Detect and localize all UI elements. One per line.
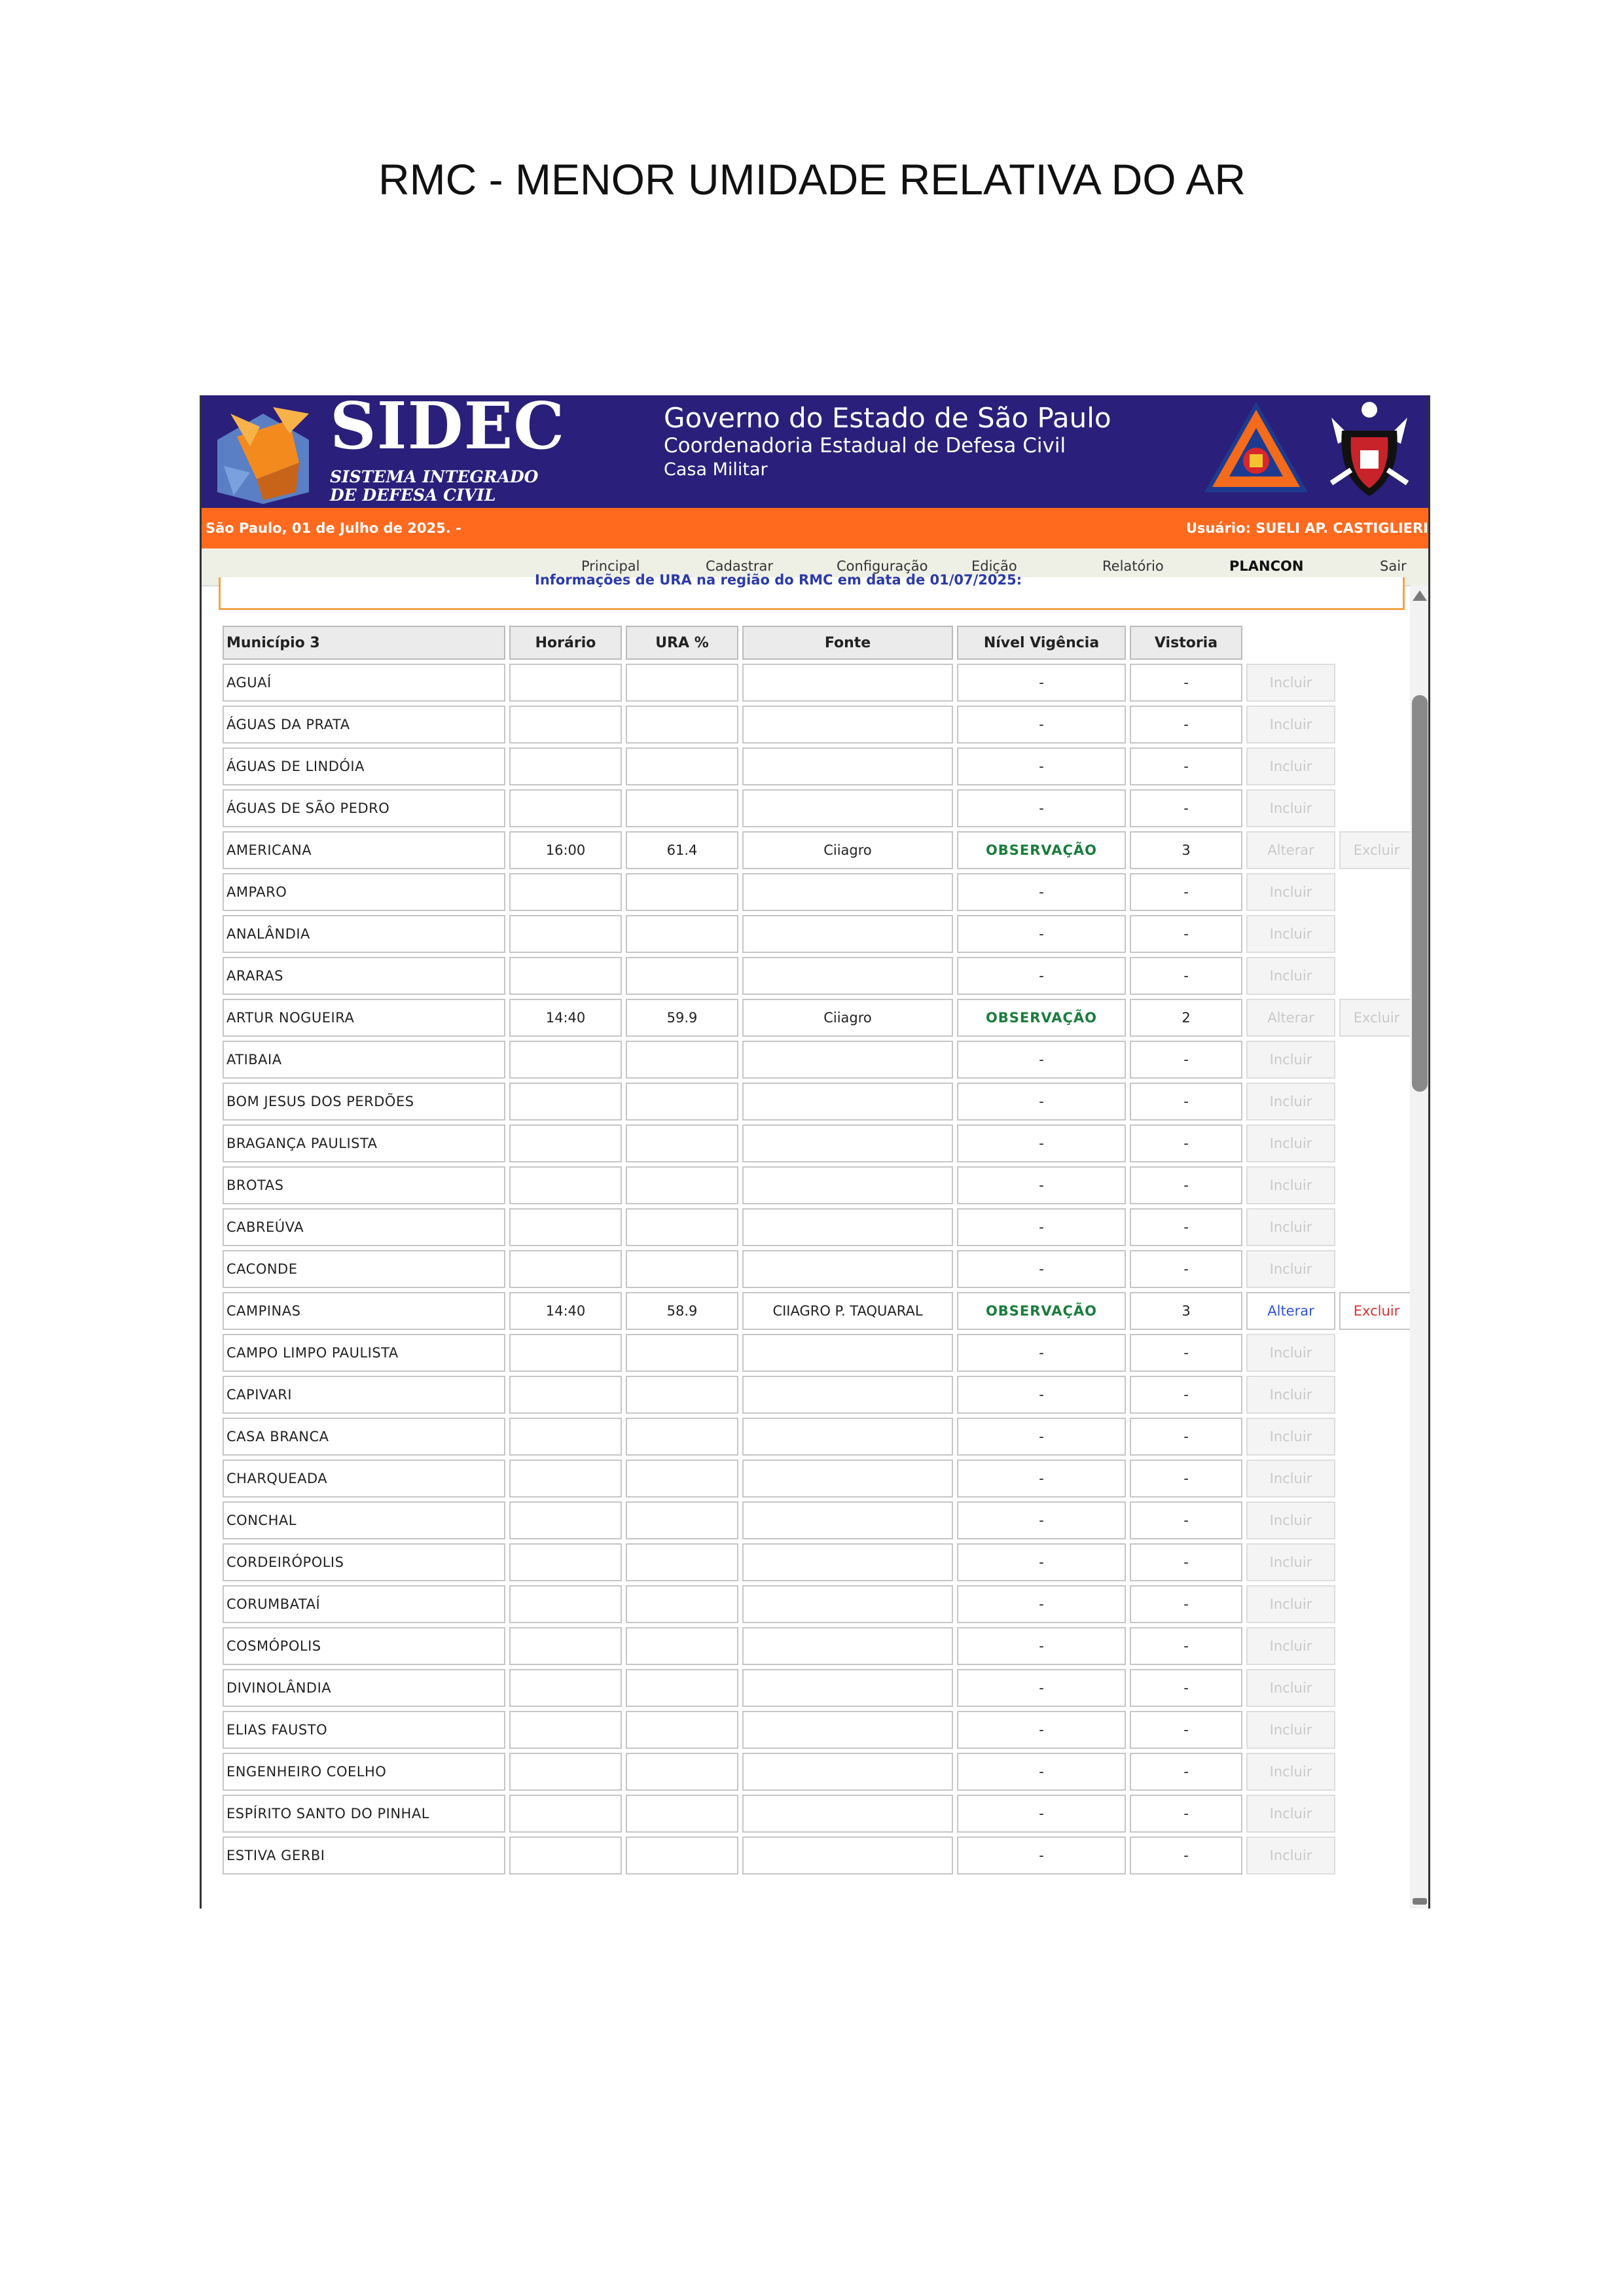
- cell-ura: [626, 1208, 738, 1246]
- table-row: [223, 1753, 1414, 1791]
- cell-vistoria: -: [1130, 1669, 1242, 1707]
- incluir-button[interactable]: Incluir: [1246, 1669, 1335, 1707]
- table-row: [223, 1669, 1414, 1707]
- info-bar: [202, 508, 1428, 548]
- empty-action-cell: [1339, 1795, 1414, 1833]
- cell-fonte: [742, 664, 953, 702]
- cell-horario: 14:40: [509, 1292, 622, 1330]
- incluir-button[interactable]: Incluir: [1246, 1795, 1335, 1833]
- cell-nivel-vigencia: -: [957, 1041, 1126, 1079]
- cell-horario: [509, 664, 622, 702]
- empty-action-cell: [1339, 873, 1414, 911]
- cell-nivel-vigencia: -: [957, 1669, 1126, 1707]
- cell-ura: [626, 1795, 738, 1833]
- cell-fonte: [742, 915, 953, 953]
- cell-nivel-vigencia: -: [957, 915, 1126, 953]
- cell-horario: [509, 1334, 622, 1372]
- cell-vistoria: -: [1130, 1124, 1242, 1162]
- cell-municipio: AMERICANA: [223, 831, 505, 869]
- table-row: [223, 1083, 1414, 1121]
- incluir-button[interactable]: Incluir: [1246, 1334, 1335, 1372]
- cell-horario: [509, 915, 622, 953]
- table-row: [223, 1292, 1414, 1330]
- cell-ura: [626, 1585, 738, 1623]
- cell-municipio: ÁGUAS DA PRATA: [223, 706, 505, 744]
- cell-municipio: ENGENHEIRO COELHO: [223, 1753, 505, 1791]
- cell-horario: [509, 1501, 622, 1539]
- incluir-button[interactable]: Incluir: [1246, 664, 1335, 702]
- table-row: [223, 1166, 1414, 1204]
- cell-municipio: ELIAS FAUSTO: [223, 1711, 505, 1749]
- cell-nivel-vigencia: OBSERVAÇÃO: [957, 831, 1126, 869]
- cell-horario: [509, 1669, 622, 1707]
- app-name: SIDEC: [330, 395, 566, 464]
- cell-ura: 58.9: [626, 1292, 738, 1330]
- cell-vistoria: -: [1130, 747, 1242, 785]
- cell-fonte: [742, 1376, 953, 1414]
- scroll-thumb[interactable]: [1412, 695, 1428, 1092]
- table-header-row: [223, 626, 1414, 660]
- cell-fonte: [742, 957, 953, 995]
- cell-vistoria: -: [1130, 873, 1242, 911]
- cell-horario: [509, 1837, 622, 1874]
- incluir-button[interactable]: Incluir: [1246, 747, 1335, 785]
- incluir-button[interactable]: Incluir: [1246, 1585, 1335, 1623]
- cell-nivel-vigencia: -: [957, 1837, 1126, 1874]
- cell-nivel-vigencia: -: [957, 1627, 1126, 1665]
- cell-municipio: ANALÂNDIA: [223, 915, 505, 953]
- table-row: [223, 789, 1414, 827]
- empty-action-cell: [1339, 1627, 1414, 1665]
- cell-horario: [509, 1083, 622, 1121]
- cell-nivel-vigencia: -: [957, 957, 1126, 995]
- cell-nivel-vigencia: -: [957, 664, 1126, 702]
- current-user: Usuário: SUELI AP. CASTIGLIERI: [1185, 520, 1428, 536]
- gov-title: Governo do Estado de São Paulo: [664, 402, 1111, 434]
- cell-horario: [509, 1124, 622, 1162]
- empty-action-cell: [1339, 1418, 1414, 1456]
- cell-vistoria: 2: [1130, 999, 1242, 1037]
- cell-fonte: [742, 1753, 953, 1791]
- cell-horario: [509, 1208, 622, 1246]
- empty-action-cell: [1339, 1208, 1414, 1246]
- incluir-button[interactable]: Incluir: [1246, 1166, 1335, 1204]
- cell-vistoria: -: [1130, 1250, 1242, 1288]
- cell-nivel-vigencia: -: [957, 1795, 1126, 1833]
- cell-municipio: ÁGUAS DE SÃO PEDRO: [223, 789, 505, 827]
- cell-ura: [626, 915, 738, 953]
- cell-municipio: CAMPO LIMPO PAULISTA: [223, 1334, 505, 1372]
- cell-vistoria: 3: [1130, 1292, 1242, 1330]
- table-row: [223, 1627, 1414, 1665]
- cell-horario: [509, 873, 622, 911]
- cell-fonte: [742, 1208, 953, 1246]
- gov-department: Casa Militar: [664, 459, 768, 480]
- table-row: [223, 873, 1414, 911]
- table-row: [223, 1208, 1414, 1246]
- excluir-button[interactable]: Excluir: [1339, 831, 1414, 869]
- cell-fonte: [742, 1543, 953, 1581]
- incluir-button[interactable]: Incluir: [1246, 1418, 1335, 1456]
- cell-ura: [626, 1669, 738, 1707]
- cell-ura: [626, 1501, 738, 1539]
- cell-nivel-vigencia: OBSERVAÇÃO: [957, 1292, 1126, 1330]
- cell-horario: 16:00: [509, 831, 622, 869]
- table-row: [223, 1585, 1414, 1623]
- cell-municipio: AGUAÍ: [223, 664, 505, 702]
- table-row: [223, 1041, 1414, 1079]
- cell-fonte: [742, 1124, 953, 1162]
- empty-action-cell: [1339, 1753, 1414, 1791]
- cell-horario: [509, 1711, 622, 1749]
- empty-action-cell: [1339, 1083, 1414, 1121]
- incluir-button[interactable]: Incluir: [1246, 789, 1335, 827]
- empty-action-cell: [1339, 1166, 1414, 1204]
- cell-municipio: CASA BRANCA: [223, 1418, 505, 1456]
- cell-municipio: ATIBAIA: [223, 1041, 505, 1079]
- incluir-button[interactable]: Incluir: [1246, 1627, 1335, 1665]
- cell-nivel-vigencia: -: [957, 1711, 1126, 1749]
- incluir-button[interactable]: Incluir: [1246, 957, 1335, 995]
- cell-horario: [509, 957, 622, 995]
- cell-horario: [509, 1753, 622, 1791]
- cell-fonte: [742, 1669, 953, 1707]
- cell-municipio: COSMÓPOLIS: [223, 1627, 505, 1665]
- cell-ura: [626, 1460, 738, 1498]
- cell-fonte: [742, 1041, 953, 1079]
- info-box: [219, 572, 1405, 610]
- current-date: São Paulo, 01 de Julho de 2025. -: [206, 520, 461, 536]
- table-row: [223, 999, 1414, 1037]
- table-row: [223, 1376, 1414, 1414]
- cell-horario: [509, 1376, 622, 1414]
- incluir-button[interactable]: Incluir: [1246, 1460, 1335, 1498]
- cell-fonte: [742, 1166, 953, 1204]
- header-fonte: Fonte: [742, 626, 953, 660]
- cell-nivel-vigencia: -: [957, 1376, 1126, 1414]
- incluir-button[interactable]: Incluir: [1246, 1250, 1335, 1288]
- table-row: [223, 1837, 1414, 1874]
- vertical-scrollbar[interactable]: [1410, 585, 1430, 1909]
- empty-action-cell: [1339, 1250, 1414, 1288]
- empty-action-cell: [1339, 706, 1414, 744]
- empty-action-cell: [1339, 1669, 1414, 1707]
- cell-nivel-vigencia: -: [957, 1543, 1126, 1581]
- empty-action-cell: [1339, 1041, 1414, 1079]
- table-row: [223, 1543, 1414, 1581]
- menu-plancon[interactable]: PLANCON: [1229, 558, 1304, 574]
- table-row: [223, 957, 1414, 995]
- info-box-text: Informações de URA na região do RMC em data de 01/07/2025:: [535, 572, 1022, 588]
- incluir-button[interactable]: Incluir: [1246, 1711, 1335, 1749]
- cell-ura: [626, 1418, 738, 1456]
- table-row: [223, 1124, 1414, 1162]
- cell-ura: [626, 706, 738, 744]
- cell-ura: [626, 1334, 738, 1372]
- empty-action-cell: [1339, 1334, 1414, 1372]
- cell-horario: 14:40: [509, 999, 622, 1037]
- document-title: RMC - MENOR UMIDADE RELATIVA DO AR: [378, 155, 1246, 204]
- menu-sair[interactable]: Sair: [1380, 558, 1407, 574]
- cell-vistoria: 3: [1130, 831, 1242, 869]
- cell-fonte: [742, 1627, 953, 1665]
- cell-municipio: CAPIVARI: [223, 1376, 505, 1414]
- cell-horario: [509, 1041, 622, 1079]
- menu-configuracao[interactable]: Configuração: [837, 558, 928, 574]
- alterar-button[interactable]: Alterar: [1246, 831, 1335, 869]
- table-row: [223, 915, 1414, 953]
- cell-nivel-vigencia: -: [957, 1208, 1126, 1246]
- cell-ura: [626, 1711, 738, 1749]
- cell-horario: [509, 1627, 622, 1665]
- cell-nivel-vigencia: -: [957, 1166, 1126, 1204]
- cell-nivel-vigencia: -: [957, 1753, 1126, 1791]
- cell-ura: [626, 1753, 738, 1791]
- cell-vistoria: -: [1130, 1460, 1242, 1498]
- excluir-button[interactable]: Excluir: [1339, 999, 1414, 1037]
- menu-cadastrar[interactable]: Cadastrar: [706, 558, 774, 574]
- cell-nivel-vigencia: -: [957, 1250, 1126, 1288]
- cell-vistoria: -: [1130, 1627, 1242, 1665]
- header-ura: URA %: [626, 626, 738, 660]
- cell-municipio: ESPÍRITO SANTO DO PINHAL: [223, 1795, 505, 1833]
- sidec-screenshot: [200, 395, 1430, 1909]
- cell-horario: [509, 747, 622, 785]
- empty-action-cell: [1339, 747, 1414, 785]
- header-banner: [202, 395, 1428, 508]
- cell-fonte: [742, 1837, 953, 1874]
- empty-action-cell: [1339, 789, 1414, 827]
- incluir-button[interactable]: Incluir: [1246, 873, 1335, 911]
- cell-vistoria: -: [1130, 1753, 1242, 1791]
- alterar-button[interactable]: Alterar: [1246, 999, 1335, 1037]
- cell-municipio: ESTIVA GERBI: [223, 1837, 505, 1874]
- cell-nivel-vigencia: -: [957, 1501, 1126, 1539]
- table-row: [223, 1250, 1414, 1288]
- defesa-civil-emblem-icon: [1202, 398, 1310, 496]
- cell-fonte: Ciiagro: [742, 831, 953, 869]
- cell-fonte: CIIAGRO P. TAQUARAL: [742, 1292, 953, 1330]
- cell-ura: [626, 1124, 738, 1162]
- table-row: [223, 1334, 1414, 1372]
- cell-ura: [626, 957, 738, 995]
- menu-principal[interactable]: Principal: [581, 558, 640, 574]
- cell-vistoria: -: [1130, 1376, 1242, 1414]
- cell-fonte: [742, 873, 953, 911]
- cell-vistoria: -: [1130, 1711, 1242, 1749]
- cell-nivel-vigencia: OBSERVAÇÃO: [957, 999, 1126, 1037]
- cell-ura: [626, 1543, 738, 1581]
- empty-action-cell: [1339, 1543, 1414, 1581]
- cell-ura: [626, 1627, 738, 1665]
- cell-nivel-vigencia: -: [957, 747, 1126, 785]
- coat-of-arms-icon: [1325, 398, 1414, 500]
- cell-municipio: ÁGUAS DE LINDÓIA: [223, 747, 505, 785]
- header-vistoria: Vistoria: [1130, 626, 1242, 660]
- cell-ura: [626, 873, 738, 911]
- cell-municipio: CACONDE: [223, 1250, 505, 1288]
- incluir-button[interactable]: Incluir: [1246, 706, 1335, 744]
- cell-fonte: [742, 706, 953, 744]
- cell-ura: [626, 1166, 738, 1204]
- ura-table: [219, 622, 1418, 1878]
- cell-ura: 59.9: [626, 999, 738, 1037]
- cell-fonte: [742, 747, 953, 785]
- empty-action-cell: [1339, 1711, 1414, 1749]
- empty-action-cell: [1339, 957, 1414, 995]
- menu-edicao[interactable]: Edição: [971, 558, 1017, 574]
- table-row: [223, 706, 1414, 744]
- cell-horario: [509, 1585, 622, 1623]
- cell-vistoria: -: [1130, 789, 1242, 827]
- table-row: [223, 1501, 1414, 1539]
- table-row: [223, 664, 1414, 702]
- cell-vistoria: -: [1130, 706, 1242, 744]
- table-row: [223, 831, 1414, 869]
- cell-fonte: [742, 1083, 953, 1121]
- incluir-button[interactable]: Incluir: [1246, 1124, 1335, 1162]
- incluir-button[interactable]: Incluir: [1246, 1501, 1335, 1539]
- app-subtitle-1: SISTEMA INTEGRADO: [330, 467, 539, 486]
- header-horario: Horário: [509, 626, 622, 660]
- cell-nivel-vigencia: -: [957, 1585, 1126, 1623]
- cell-ura: [626, 1837, 738, 1874]
- cell-vistoria: -: [1130, 915, 1242, 953]
- cell-nivel-vigencia: -: [957, 1083, 1126, 1121]
- cell-municipio: CORUMBATAÍ: [223, 1585, 505, 1623]
- cell-ura: [626, 1041, 738, 1079]
- cell-municipio: CHARQUEADA: [223, 1460, 505, 1498]
- cell-vistoria: -: [1130, 1837, 1242, 1874]
- cell-horario: [509, 1166, 622, 1204]
- cell-fonte: [742, 1585, 953, 1623]
- empty-action-cell: [1339, 1124, 1414, 1162]
- cell-nivel-vigencia: -: [957, 789, 1126, 827]
- cell-vistoria: -: [1130, 1334, 1242, 1372]
- empty-action-cell: [1339, 1585, 1414, 1623]
- cell-ura: [626, 1376, 738, 1414]
- incluir-button[interactable]: Incluir: [1246, 1753, 1335, 1791]
- cell-nivel-vigencia: -: [957, 706, 1126, 744]
- empty-action-cell: [1339, 1501, 1414, 1539]
- cell-horario: [509, 1250, 622, 1288]
- cell-vistoria: -: [1130, 664, 1242, 702]
- cell-municipio: BRAGANÇA PAULISTA: [223, 1124, 505, 1162]
- cell-municipio: AMPARO: [223, 873, 505, 911]
- cell-fonte: [742, 1501, 953, 1539]
- cell-municipio: CABREÚVA: [223, 1208, 505, 1246]
- cell-horario: [509, 1543, 622, 1581]
- gov-subtitle: Coordenadoria Estadual de Defesa Civil: [664, 434, 1066, 457]
- cell-fonte: [742, 1460, 953, 1498]
- cell-nivel-vigencia: -: [957, 1418, 1126, 1456]
- header-nivel: Nível Vigência: [957, 626, 1126, 660]
- empty-action-cell: [1339, 1837, 1414, 1874]
- cell-vistoria: -: [1130, 957, 1242, 995]
- cell-municipio: ARARAS: [223, 957, 505, 995]
- cell-ura: [626, 747, 738, 785]
- cell-municipio: CONCHAL: [223, 1501, 505, 1539]
- header-municipio: Município 3: [223, 626, 505, 660]
- cell-nivel-vigencia: -: [957, 1334, 1126, 1372]
- cell-vistoria: -: [1130, 1208, 1242, 1246]
- cell-horario: [509, 1795, 622, 1833]
- cell-fonte: [742, 1334, 953, 1372]
- incluir-button[interactable]: Incluir: [1246, 915, 1335, 953]
- table-row: [223, 1711, 1414, 1749]
- scroll-up-arrow-icon[interactable]: [1413, 590, 1427, 601]
- cell-vistoria: -: [1130, 1166, 1242, 1204]
- incluir-button[interactable]: Incluir: [1246, 1543, 1335, 1581]
- alterar-button[interactable]: Alterar: [1246, 1292, 1335, 1330]
- sidec-logo-icon: [211, 401, 322, 505]
- incluir-button[interactable]: Incluir: [1246, 1837, 1335, 1874]
- app-subtitle-2: DE DEFESA CIVIL: [330, 486, 496, 505]
- cell-ura: [626, 1083, 738, 1121]
- cell-ura: [626, 664, 738, 702]
- cell-nivel-vigencia: -: [957, 1124, 1126, 1162]
- table-body: [223, 664, 1414, 1874]
- cell-horario: [509, 1460, 622, 1498]
- cell-ura: [626, 789, 738, 827]
- cell-municipio: DIVINOLÂNDIA: [223, 1669, 505, 1707]
- cell-vistoria: -: [1130, 1585, 1242, 1623]
- cell-fonte: [742, 1711, 953, 1749]
- cell-fonte: Ciiagro: [742, 999, 953, 1037]
- scroll-down-arrow-icon[interactable]: [1413, 1898, 1427, 1905]
- cell-horario: [509, 789, 622, 827]
- cell-fonte: [742, 1795, 953, 1833]
- incluir-button[interactable]: Incluir: [1246, 1376, 1335, 1414]
- cell-municipio: BROTAS: [223, 1166, 505, 1204]
- cell-municipio: ARTUR NOGUEIRA: [223, 999, 505, 1037]
- incluir-button[interactable]: Incluir: [1246, 1083, 1335, 1121]
- cell-ura: [626, 1250, 738, 1288]
- incluir-button[interactable]: Incluir: [1246, 1041, 1335, 1079]
- table-row: [223, 1418, 1414, 1456]
- table-row: [223, 747, 1414, 785]
- cell-municipio: CORDEIRÓPOLIS: [223, 1543, 505, 1581]
- excluir-button[interactable]: Excluir: [1339, 1292, 1414, 1330]
- empty-action-cell: [1339, 1376, 1414, 1414]
- menu-relatorio[interactable]: Relatório: [1102, 558, 1164, 574]
- cell-fonte: [742, 789, 953, 827]
- table-row: [223, 1795, 1414, 1833]
- empty-action-cell: [1339, 664, 1414, 702]
- empty-action-cell: [1339, 915, 1414, 953]
- cell-vistoria: -: [1130, 1543, 1242, 1581]
- cell-municipio: BOM JESUS DOS PERDÕES: [223, 1083, 505, 1121]
- empty-action-cell: [1339, 1460, 1414, 1498]
- cell-horario: [509, 706, 622, 744]
- cell-vistoria: -: [1130, 1041, 1242, 1079]
- cell-vistoria: -: [1130, 1795, 1242, 1833]
- table-row: [223, 1460, 1414, 1498]
- cell-ura: 61.4: [626, 831, 738, 869]
- incluir-button[interactable]: Incluir: [1246, 1208, 1335, 1246]
- cell-vistoria: -: [1130, 1501, 1242, 1539]
- cell-fonte: [742, 1418, 953, 1456]
- cell-horario: [509, 1418, 622, 1456]
- cell-municipio: CAMPINAS: [223, 1292, 505, 1330]
- cell-nivel-vigencia: -: [957, 1460, 1126, 1498]
- cell-fonte: [742, 1250, 953, 1288]
- cell-vistoria: -: [1130, 1418, 1242, 1456]
- cell-vistoria: -: [1130, 1083, 1242, 1121]
- cell-nivel-vigencia: -: [957, 873, 1126, 911]
